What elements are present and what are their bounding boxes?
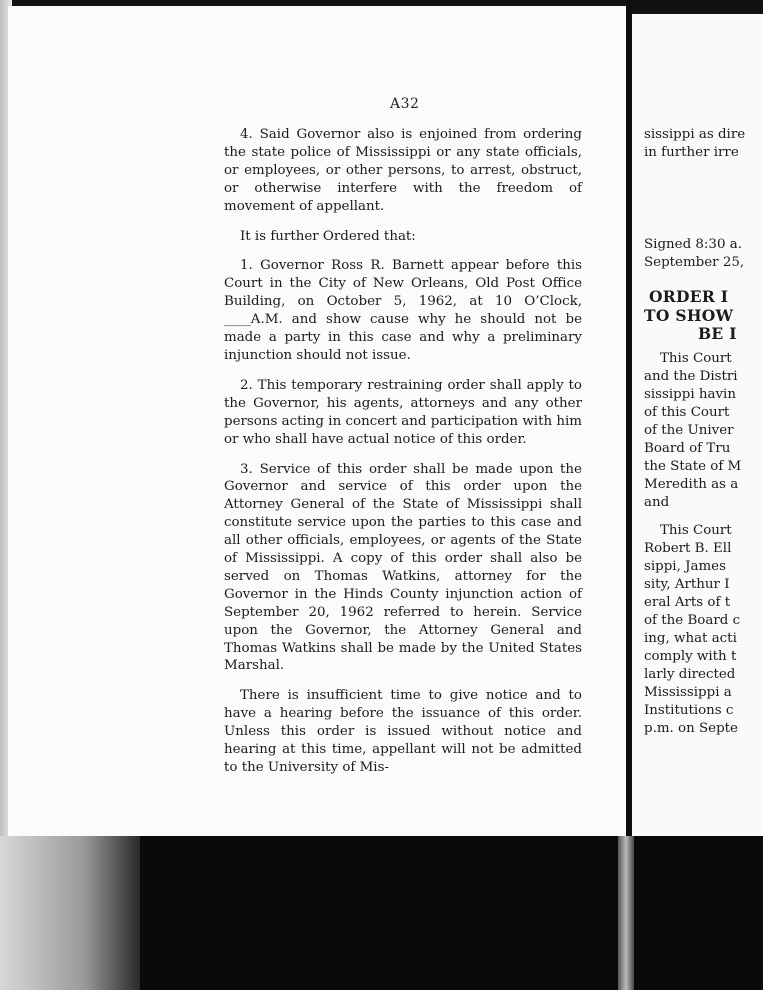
paragraph-section-1: 1. Governor Ross R. Barnett appear before this Court in the City of New Orleans, Old Post Office Building, on October 5, 1962, at 10 O’Clock, ____A.M. and show cause why he should not be made a party in this case and why a preliminary injunction should not issue.: [224, 258, 582, 363]
right-paragraph-line: Robert B. Ell: [644, 540, 732, 556]
paragraph-insufficient-time: There is insufficient time to give notice and to have a hearing before the issuance of this order. Unless this order is issued without notice and hearing at this time, appellant will not be admitted to the University of Mis-: [224, 688, 582, 775]
scan-bottom-left-edge: [0, 836, 140, 990]
right-paragraph-line: p.m. on Septe: [644, 720, 738, 736]
right-paragraph-line: This Court: [660, 522, 732, 538]
paragraph-section-3: 3. Service of this order shall be made upon the Governor and service of this order upon the Attorney General of the State of Mississippi shall constitute service upon the parties to this case and all other officials, employees, or agents of the State of Mississippi. A copy of this order shall also be served on Thomas Watkins, attorney for the Governor in the Hinds County injunction action of September 20, 1962 referred to herein. Service upon the Governor, the Attorney General and Thomas Watkins shall be made by the United States Marshal.: [224, 461, 582, 674]
book-spine: [618, 836, 634, 990]
right-paragraph-line: of the Univer: [644, 422, 734, 438]
order-heading-line: TO SHOW: [644, 305, 734, 325]
paragraph-section-2: 2. This temporary restraining order shall apply to the Governor, his agents, attorneys and any other persons acting in concert and participation with him or who shall have actual notice of this order.: [224, 377, 582, 447]
right-paragraph-line: Institutions c: [644, 702, 734, 718]
right-paragraph-line: sissippi havin: [644, 386, 736, 402]
right-paragraph-line: eral Arts of t: [644, 594, 731, 610]
right-paragraph-line: and: [644, 494, 670, 510]
right-paragraph-line: larly directed: [644, 666, 736, 682]
right-paragraph-line: comply with t: [644, 648, 737, 664]
right-paragraph-line: sippi, James: [644, 558, 726, 574]
paragraph-section-4: 4. Said Governor also is enjoined from ordering the state police of Mississippi or any state officials, or employees, or other persons, to arrest, obstruct, or otherwise interfere with the freedom of movement of appellant.: [224, 127, 582, 214]
order-heading-line: ORDER I: [649, 287, 729, 306]
right-paragraph-line: and the Distri: [644, 368, 738, 384]
right-top-line: sissippi as dire: [644, 127, 746, 142]
signed-line: September 25,: [644, 255, 745, 270]
right-paragraph-line: Meredith as a: [644, 476, 739, 492]
right-paragraph-line: This Court: [660, 350, 732, 366]
right-paragraph-line: Mississippi a: [644, 684, 732, 700]
right-page-text: [644, 126, 763, 738]
right-top-line: in further irre: [644, 145, 739, 160]
page-number: A32: [390, 96, 420, 112]
signed-line: Signed 8:30 a.: [644, 237, 742, 252]
right-paragraph-line: of this Court: [644, 404, 730, 420]
right-paragraph-line: the State of M: [644, 458, 742, 474]
right-paragraph-line: sity, Arthur I: [644, 576, 730, 592]
order-heading-line: BE I: [698, 324, 737, 343]
left-page-text: [224, 126, 582, 789]
paragraph-further-ordered: It is further Ordered that:: [240, 228, 416, 244]
right-paragraph-line: of the Board c: [644, 612, 741, 628]
right-paragraph-line: ing, what acti: [644, 630, 737, 646]
right-paragraph-line: Board of Tru: [644, 440, 731, 456]
